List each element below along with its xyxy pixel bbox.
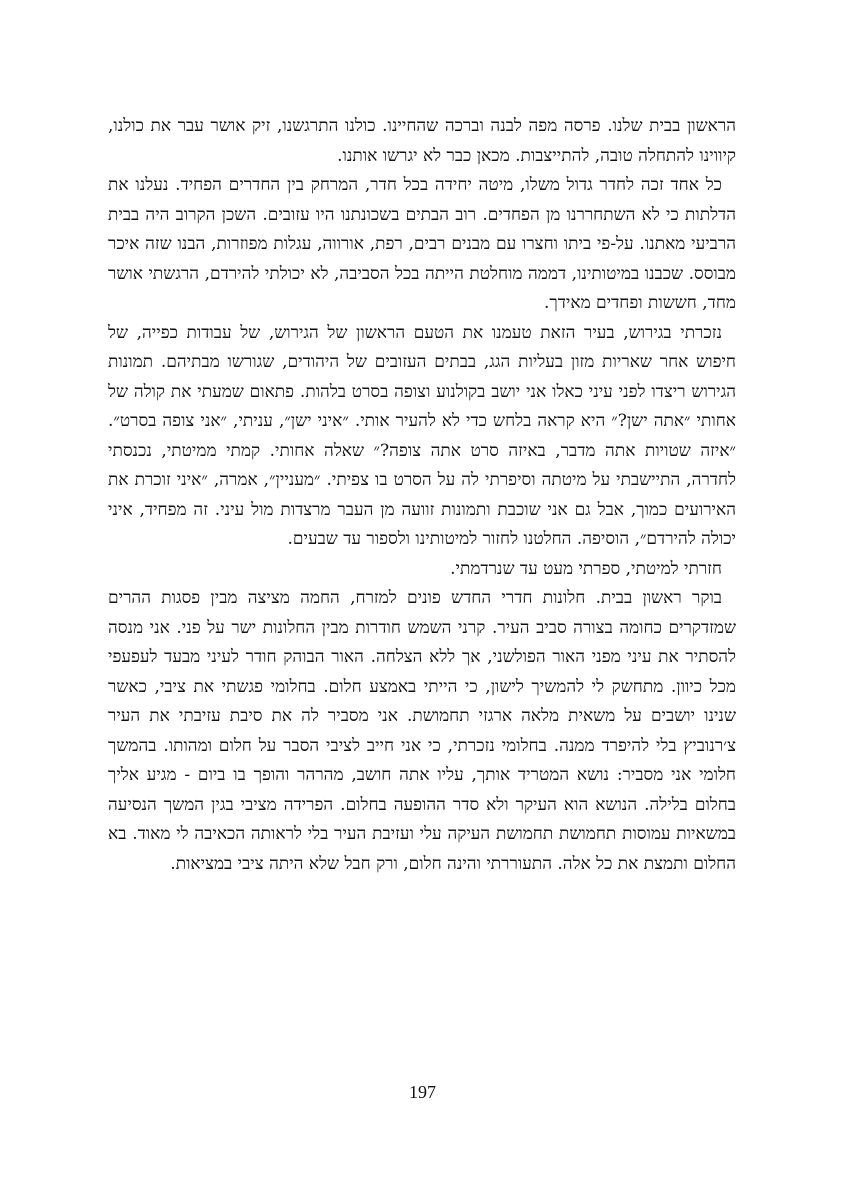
paragraph-2: כל אחד זכה לחדר גדול משלו, מיטה יחידה בכל חדר, המרחק בין החדרים הפחיד. נעלנו את הדלתות כי לא השתחררנו מן הפחדים. רוב הבתים בשכונתנו היו עזובים. השכן הקרוב היה בבית הרביעי מאתנו. על-פי ביתו וחצרו עם מבנים רבים, רפת, אורווה, עגלות מפוזרות, הבנו שזה איכר מבוסס. שכבנו במיטותינו, דממה מוחלטת הייתה בכל הסביבה, לא יכולתי להירדם, הרגשתי אושר מחד, חששות ופחדים מאידך. <box>108 175 736 313</box>
paragraph-1: הראשון בבית שלנו. פרסה מפה לבנה וברכה שהחיינו. כולנו התרגשנו, זיק אושר עבר את כולנו, קיווינו להתחלה טובה, להתייצבות. מכאן כבר לא יגרשו אותנו. <box>108 116 736 166</box>
body-text <box>108 112 736 879</box>
page-number: 197 <box>409 1082 436 1102</box>
paragraph-3: נזכרתי בגירוש, בעיר הזאת טעמנו את הטעם הראשון של הגירוש, של עבודות כפייה, של חיפוש אחר שאריות מזון בעליות הגג, בבתים העזובים של היהודים, שגורשו מבתיהם. תמונות הגירוש ריצדו לפני עיני כאלו אני יושב בקולנוע וצופה בסרט בלהות. פתאום שמעתי את קולה של אחותי ״אתה ישן?״ היא קראה בלחש כדי לא להעיר אותי. ״איני ישן״, עניתי, ״אני צופה בסרט״. ״איזה שטויות אתה מדבר, באיזה סרט אתה צופה?״ שאלה אחותי. קמתי ממיטתי, נכנסתי לחדרה, התיישבתי על מיטתה וסיפרתי לה על הסרט בו צפיתי. ״מעניין״, אמרה, ״איני זוכרת את האירועים כמוך, אבל גם אני שוכבת ותמונות זוועה מן העבר מרצדות מול עיני. זה מפחיד, איני יכולה להירדם״, הוסיפה. החלטנו לחזור למיטותינו ולספור עד שבעים. <box>108 322 736 549</box>
paragraph-5: בוקר ראשון בבית. חלונות חדרי החדש פונים למזרח, החמה מציצה מבין פסגות ההרים שמזדקרים כחומה בצורה סביב העיר. קרני השמש חודרות מבין החלונות ישר על פני. אני מנסה להסתיר את עיני מפני האור הפולשני, אך ללא הצלחה. האור הבוהק חודר לעיני מבעד לעפעפי מכל כיוון. מתחשק לי להמשיך לישון, כי הייתי באמצע חלום. בחלומי פגשתי את ציבי, כאשר שנינו יושבים על משאית מלאה ארגזי תחמושת. אני מסביר לה את סיבת עזיבתי את העיר צ׳רנוביץ בלי להיפרד ממנה. בחלומי נזכרתי, כי אני חייב לציבי הסבר על חלום ומהותו. בהמשך חלומי אני מסביר: נושא המטריד אותך, עליו אתה חושב, מהרהר והופך בו ביום - מגיע אליך בחלום בלילה. הנושא הוא העיקר ולא סדר ההופעה בחלום. הפרידה מציבי בגין המשך הנסיעה במשאיות עמוסות תחמושת תחמושת העיקה עלי ועזיבת העיר בלי לראותה הכאיבה לי מאוד. בא החלום ותמצת את כל אלה. התעוררתי והינה חלום, ורק חבל שלא היתה ציבי במציאות. <box>108 588 736 874</box>
paragraph-4: חזרתי למיטתי, ספרתי מעט עד שנרדמתי. <box>450 558 722 579</box>
